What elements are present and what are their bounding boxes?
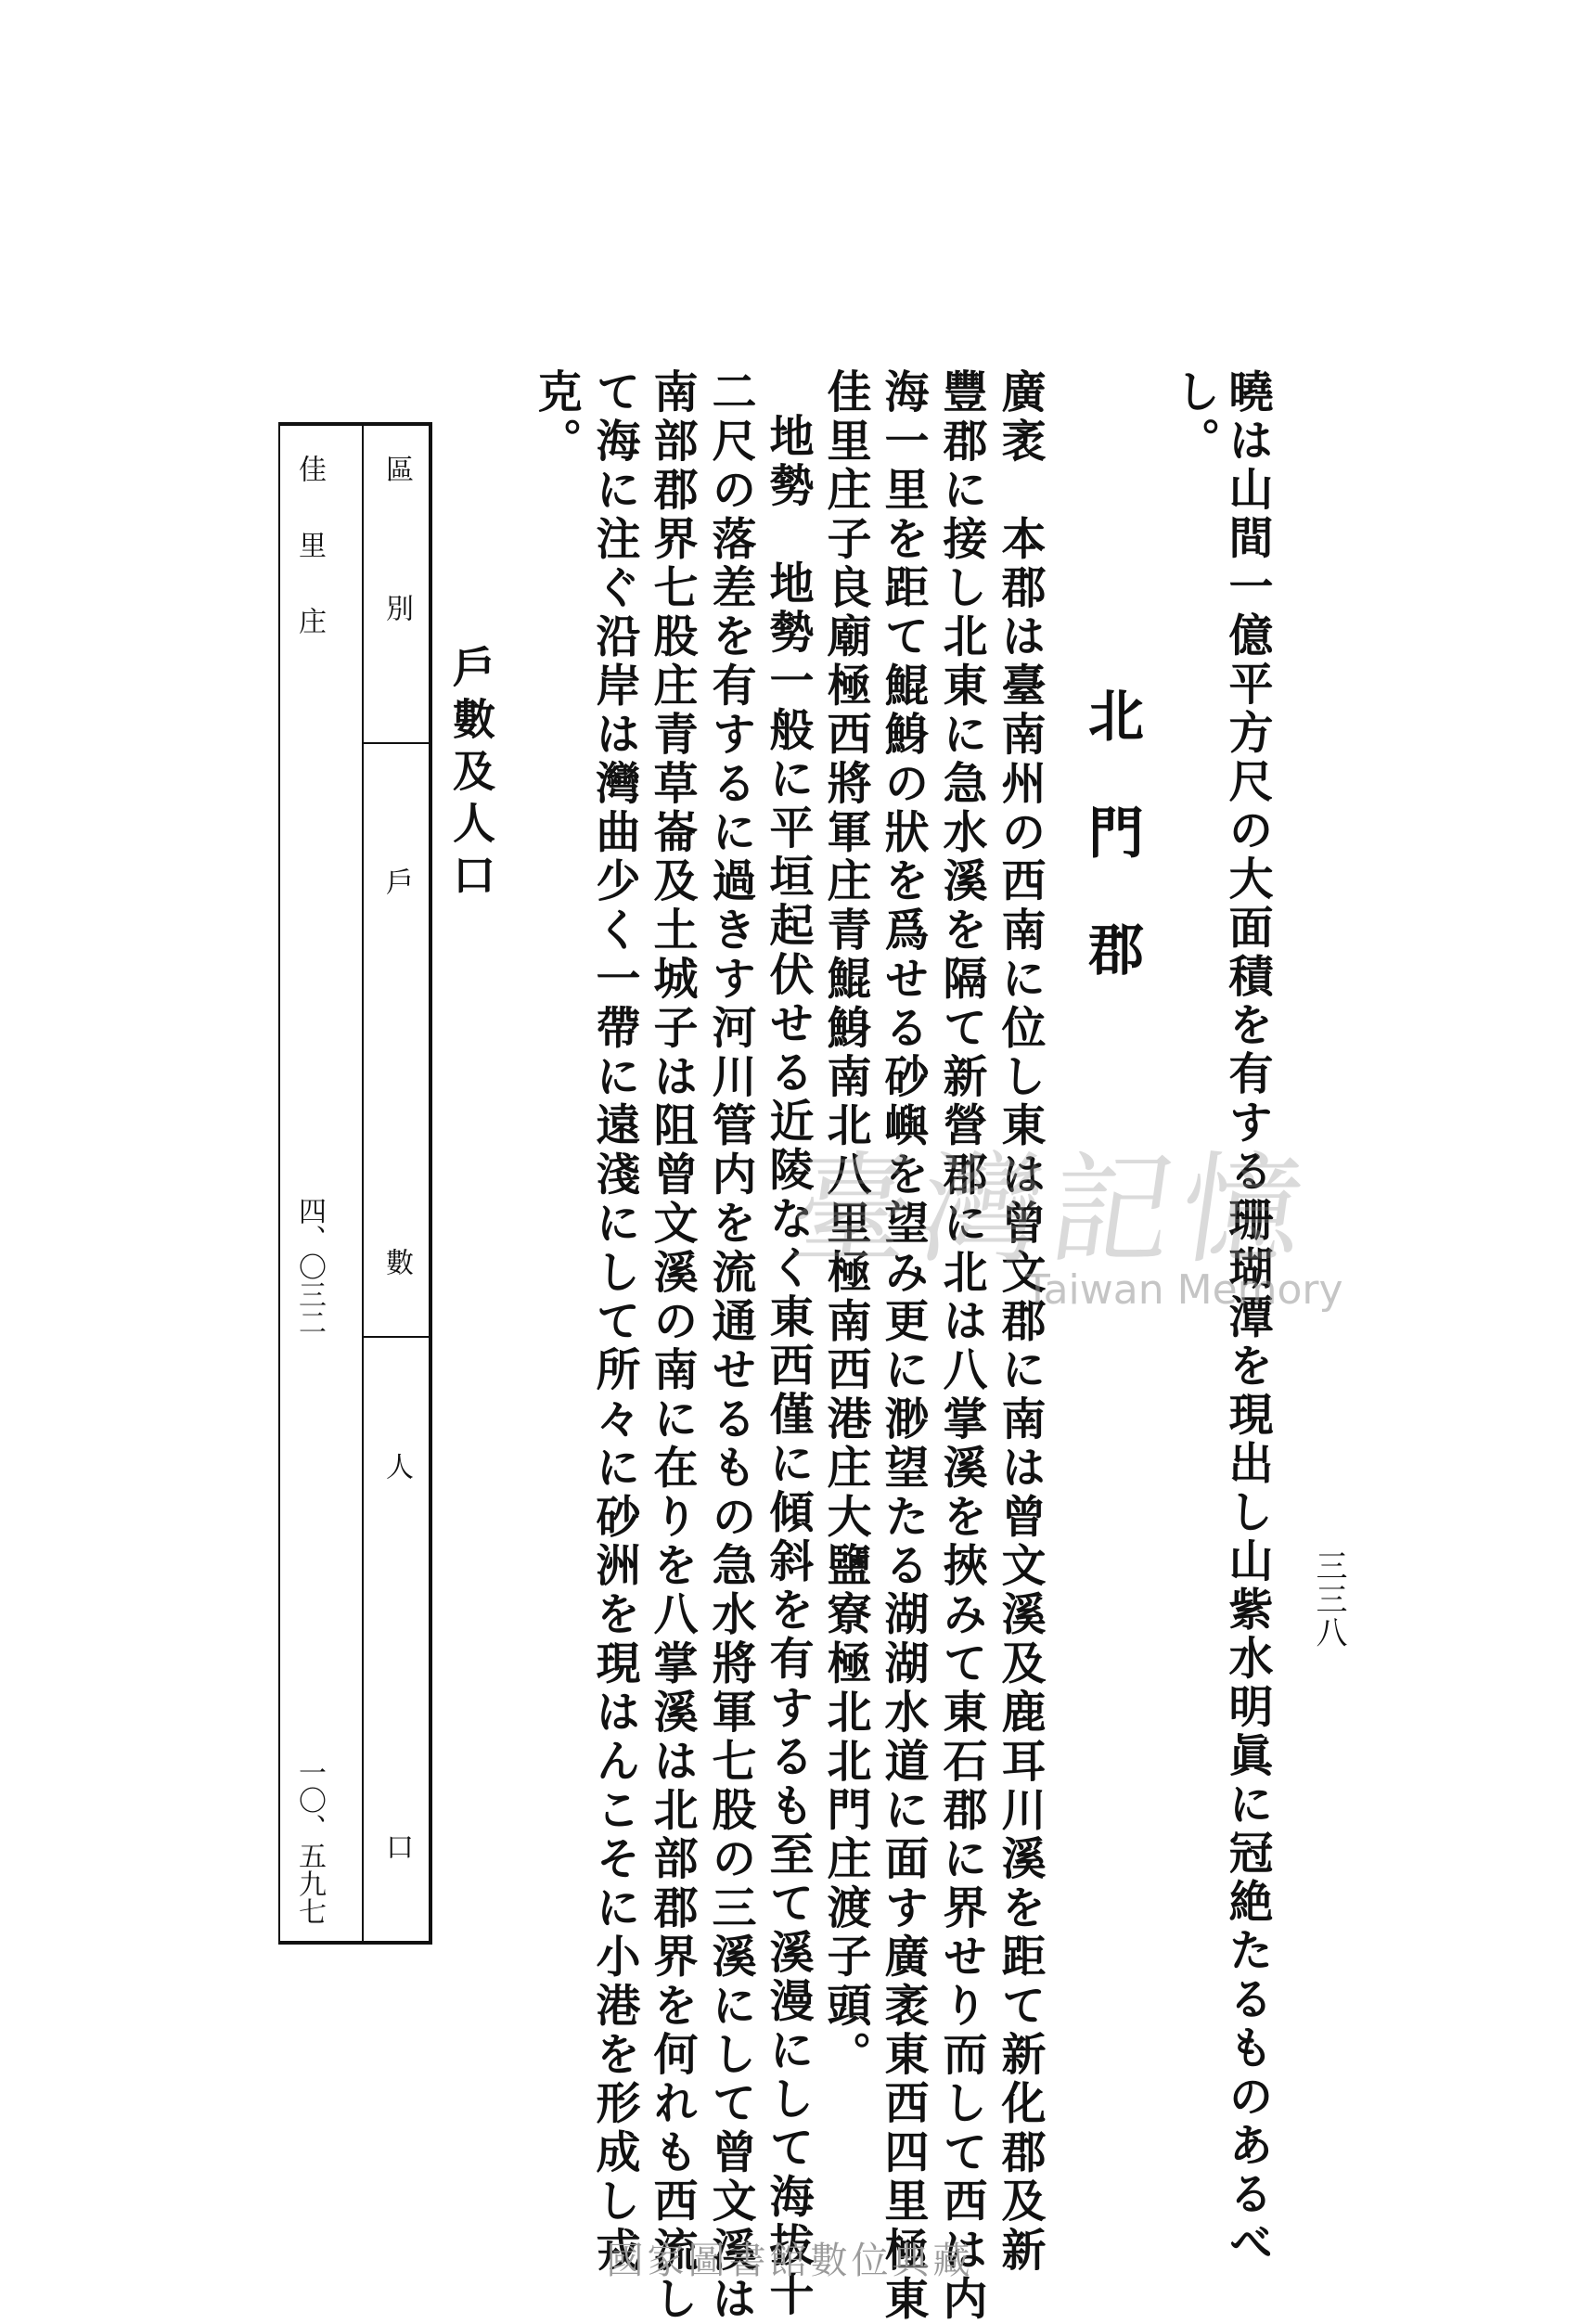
table-cell-district: 佳里庄 [293,455,326,683]
table-border-left [429,422,432,1945]
prev-paragraph-line: 曉は山間一億平方尺の大面積を有する珊瑚潭を現出し山紫水明眞に冠絶たるものあるべ [1221,368,1273,2268]
body-line: 廣袤 本郡は臺南州の西南に位し東は曾文郡に南は曾文溪及鹿耳川溪を距て新化郡及新 [994,368,1046,2276]
page-number: 三三八 [1310,1549,1347,1650]
watermark-logo: 臺灣記憶 [781,1139,1322,1280]
table-header-households: 戶數 [380,867,413,1628]
body-line: 海一里を距て鯤鯓の狀を爲せる砂嶼を望み更に渺望たる湖湖水道に面す廣袤東西四里極東 [877,368,929,2324]
footer-credit: 國家圖書館數位典藏 [606,2240,974,2282]
body-line: 克。 [530,368,582,467]
body-line: 南部郡界七股庄青草崙及土城子は阻曾文溪の南に在りを八掌溪は北部郡界を何れも西流し [646,368,698,2324]
section-heading: 北門郡 [1079,687,1144,1037]
table-title: 戶數及人口 [446,645,496,905]
body-line: 地勢 地勢一般に平垣起伏せる近陵なく東西僅に傾斜を有するも至て溪漫にして海拔十 [762,413,814,2320]
table-cell-population: 一〇、五九七 [293,1758,326,1925]
prev-paragraph-line: し。 [1168,368,1220,466]
table-header-population: 人口 [380,1452,413,2213]
table-cell-households: 四、〇三二 [293,1197,326,1336]
body-line: 二尺の落差を有するに過きす河川管内を流通せるもの急水將軍七股の三溪にして曾文溪は [704,368,756,2324]
table-col-divider [362,742,432,744]
body-line: て海に注ぐ沿岸は灣曲少く一帶に遠淺にして所々に砂洲を現はんこそに小港を形成し戎 [588,368,640,2276]
watermark-logo-text: Taiwan Memory [1025,1266,1343,1314]
table-header-district: 區別 [380,455,413,733]
body-line: 佳里庄子良廟極西將軍庄青鯤鯓南北八里極南西港庄大鹽寮極北北門庄渡子頭。 [819,368,871,2080]
table-border-right [278,422,280,1945]
body-line: 豐郡に接し北東に急水溪を隔て新營郡に北は八掌溪を挾みて東石郡に界せり而して西は内 [935,368,987,2324]
table-border-top [278,422,432,426]
table-header-divider [362,422,364,1945]
